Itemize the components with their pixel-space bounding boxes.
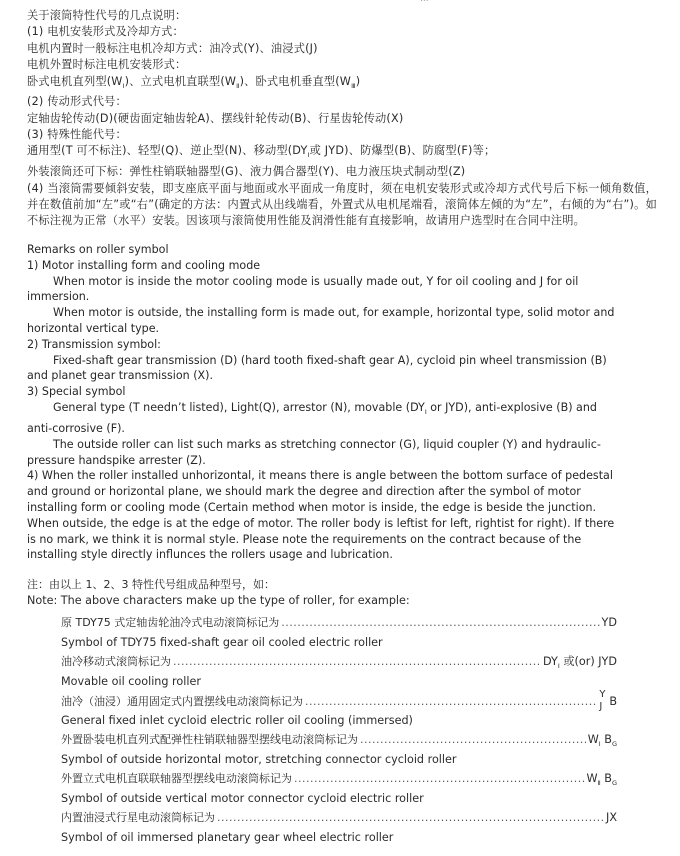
en-p3-line1-sub: Ⅰ: [424, 408, 427, 417]
example-code: [586, 769, 617, 793]
example-row: [27, 730, 617, 750]
code-sub: Ⅱ: [597, 779, 601, 788]
example-code: JX: [606, 811, 617, 824]
en-p2-heading: 2) Transmission symbol:: [27, 337, 161, 351]
example-cn: 内置油浸式行星电动滚筒标记为: [61, 811, 215, 824]
example-cn: 原 TDY75 式定轴齿轮油冷式电动滚筒标记为: [61, 616, 280, 629]
code-tail: 或(or) JYD: [563, 655, 617, 668]
note-en: Note: The above characters make up the type of roller, for example:: [27, 594, 410, 607]
example-cn: 油冷（油浸）通用固定式内置摆线电动滚筒标记为: [61, 695, 303, 708]
cn-s1-heading: (1) 电机安装形式及冷却方式：: [27, 25, 184, 39]
leader-dots: [281, 613, 599, 633]
en-heading: Remarks on roller symbol: [27, 243, 169, 256]
cn-s3-heading: (3) 特殊性能代号：: [27, 128, 127, 142]
example-row: [27, 769, 617, 789]
en-p3-line1: [27, 400, 615, 437]
note-cn: 注：由以上 1、2、3 特性代号组成品种型号，如：: [27, 578, 275, 591]
cn-s1-line3-sub3: Ⅲ: [351, 81, 356, 90]
top-edge-text: [420, 0, 620, 4]
code-main: W: [586, 772, 598, 785]
cn-s4-paragraph: (4) 当滚筒需要倾斜安装，即支座底平面与地面或水平面成一角度时，须在电机安装形式或冷却方式代号后下标一倾角数值，并在数值前加“左”或“右”(确定的方法：内置式从出线端看，外置式从电机尾端看，滚筒体左倾的为“左”，右倾的为“右”)。如不标注视为正常（水平）安装。因该项与滚筒使用性能及润滑性能有直接影响，故请用户选型时在合同中注明。: [27, 181, 657, 228]
cn-s1-line3-sub2: Ⅱ: [236, 81, 240, 90]
en-p4-paragraph: 4) When the roller installed unhorizontal, it means there is angle between the bottom surface of pedestal and ground or horizontal plane, we should mark the degree and direction after the symbol of motor installing form or cooling mode (Certain method when motor is inside, the edge is beside the junction. When outside, the edge is at the edge of motor. The roller body is leftist for left, rightist for right). If there is no mark, we think it is normal style. Please note the requirements on the contract because of the installing style directly influnces the rollers usage and lubrication.: [27, 469, 615, 562]
note-examples: [27, 577, 617, 847]
cn-s1-line3-g: ): [355, 74, 361, 88]
cn-s2-line1: 定轴齿轮传动(D)(硬齿面定轴齿轮A)、摆线针轮传动(B)、行星齿轮传动(X): [27, 111, 404, 125]
en-p3-heading: 3) Special symbol: [27, 385, 126, 399]
example-row: [27, 613, 617, 633]
example-row: [27, 691, 617, 711]
cn-s1-line3-c: )、立式电机直联型(W: [124, 74, 237, 88]
cn-title: 关于滚筒特性代号的几点说明：: [27, 9, 187, 22]
example-cn: 外置卧装电机直列式配弹性柱销联轴器型摆线电动滚筒标记为: [61, 733, 358, 746]
cn-s1-line3-e: )、卧式电机垂直型(W: [239, 74, 352, 88]
cn-s1-line1: 电机内置时一般标注电机冷却方式：油冷式(Y)、油浸式(J): [27, 41, 318, 55]
code-tail: B: [604, 733, 612, 746]
code-main: W: [587, 733, 599, 746]
example-en: Movable oil cooling roller: [61, 675, 201, 688]
cn-s3-line1: [27, 143, 657, 164]
leader-dots: [305, 692, 597, 712]
code-top: Y: [599, 689, 606, 700]
en-p1-line2: When motor is outside, the installing form is made out, for example, horizontal type, solid motor and horizontal vertical type.: [27, 306, 615, 335]
example-code: [588, 730, 617, 754]
example-row: [27, 652, 617, 672]
code-main: DY: [543, 655, 558, 668]
example-code: [599, 691, 617, 712]
en-p2-line1: Fixed-shaft gear transmission (D) (hard tooth fixed-shaft gear A), cycloid pin wheel transmission (B) and planet gear transmission (X).: [27, 353, 607, 383]
leader-dots: [173, 652, 541, 672]
code-bottom: J: [599, 701, 603, 712]
code-sub: Ⅰ: [598, 740, 601, 749]
code-sub: Ⅰ: [557, 662, 560, 671]
chinese-remarks: [27, 8, 657, 230]
en-p3-line1-a: General type (T needn’t listed), Light(Q), arrestor (N), movable (DY: [53, 400, 425, 414]
example-en: Symbol of outside horizontal motor, stretching connector cycloid roller: [61, 753, 457, 766]
example-cn: 外置立式电机直联联轴器型摆线电动滚筒标记为: [61, 772, 292, 785]
cn-s1-line3-sub1: Ⅰ: [122, 81, 125, 90]
leader-dots: [217, 808, 604, 828]
cn-s1-line3-a: 卧式电机直列型(W: [27, 74, 123, 88]
cn-s3-line2: 外装滚筒还可下标：弹性柱销联轴器型(G)、液力偶合器型(Y)、电力液压块式制动型(Z): [27, 165, 466, 179]
cn-s2-heading: (2) 传动形式代号：: [27, 95, 127, 109]
leader-dots: [294, 769, 584, 789]
example-en: Symbol of TDY75 fixed-shaft gear oil cooled electric roller: [61, 636, 383, 649]
example-en: General fixed inlet cycloid electric roller oil cooling (immersed): [61, 714, 413, 727]
cn-s3-line1-sub: Ⅰ: [307, 151, 310, 160]
en-p3-line2: The outside roller can list such marks as stretching connector (G), liquid coupler (Y) and hydraulic-pressure handspike arrester (Z).: [27, 437, 601, 467]
example-row: [27, 808, 617, 828]
example-code: YD: [601, 616, 617, 629]
en-p1-heading: 1) Motor installing form and cooling mode: [27, 258, 261, 272]
code-tail-sub: G: [611, 740, 617, 749]
en-p1-line1: When motor is inside the motor cooling mode is usually made out, Y for oil cooling and J for oil immersion.: [27, 274, 579, 304]
cn-s1-line3: [27, 74, 657, 95]
code-tail: B: [604, 772, 612, 785]
example-cn: 油冷移动式滚筒标记为: [61, 655, 171, 668]
cn-s3-line1-c: 或 JYD)、防爆型(B)、防腐型(F)等；: [309, 144, 496, 158]
cn-s1-line2: 电机外置时标注电机安装形式：: [27, 58, 187, 72]
leader-dots: [360, 730, 586, 750]
en-p3-line1-c: or JYD), anti-explosive (B) and anti-corrosive (F).: [27, 400, 597, 435]
code-tail-sub: G: [611, 779, 617, 788]
example-en: Symbol of oil immersed planetary gear wheel electric roller: [61, 831, 394, 844]
cn-s3-line1-a: 通用型(T 可不标注)、轻型(Q)、逆止型(N)、移动型(DY: [27, 144, 308, 158]
example-en: Symbol of outside vertical motor connector cycloid electric roller: [61, 792, 424, 805]
example-code: [543, 652, 617, 676]
english-remarks: [27, 242, 615, 563]
code-right: B: [609, 695, 617, 708]
